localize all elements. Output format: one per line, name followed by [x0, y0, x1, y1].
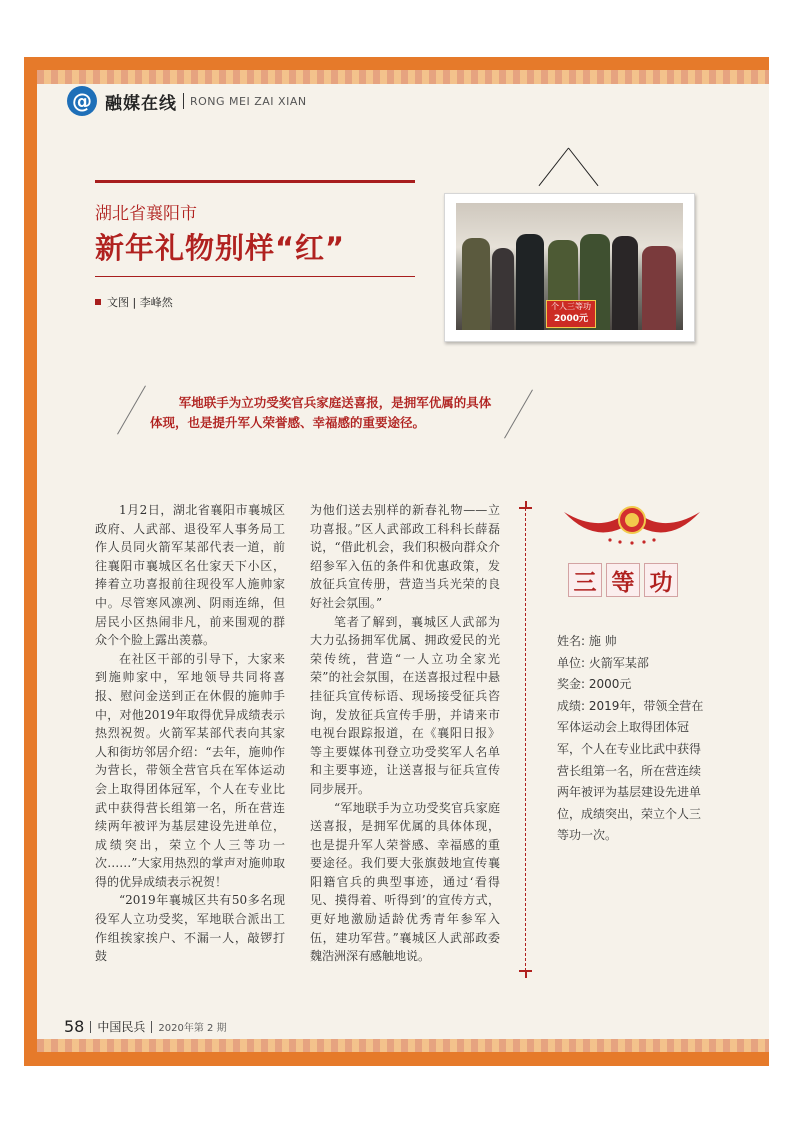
news-photo [456, 203, 683, 330]
top-pattern [37, 70, 769, 84]
article-location: 湖北省襄阳市 [95, 204, 197, 224]
issue-label: 2020年第 2 期 [158, 1023, 227, 1034]
info-unit: 单位: 火箭军某部 [557, 655, 649, 670]
award-title [568, 563, 678, 597]
page-footer [64, 1017, 227, 1036]
body-column-1 [95, 501, 285, 966]
byline [95, 294, 173, 310]
placard-line1: 个人三等功 [551, 302, 591, 311]
paragraph: 为他们送去别样的新春礼物——立功喜报。”区人武部政工科科长薛磊说，“借此机会，我们积极向群众介绍参军入伍的条件和优惠政策，发放征兵宣传册，营造当兵光荣的良好社会氛围。” [310, 503, 500, 610]
ribbon-medal-icon [562, 506, 702, 546]
footer-divider [90, 1021, 91, 1033]
sidebar-divider [525, 508, 526, 976]
award-placard [546, 300, 596, 328]
at-icon: @ [67, 86, 97, 116]
paragraph: 1月2日，湖北省襄阳市襄城区政府、人武部、退役军人事务局工作人员同火箭军某部代表一道，前往襄阳市襄城区名仕家天下小区，捧着立功喜报前往现役军人施帅家中。尽管寒风凛冽、阴雨连绵，但居民小区热闹非凡，前来围观的群众个个脸上露出羡慕。 [95, 503, 285, 648]
divider-cap-bottom [525, 972, 527, 978]
article-headline: 新年礼物别样“红” [95, 231, 346, 265]
header-divider [183, 93, 184, 109]
person-figure [462, 238, 490, 330]
person-figure [642, 246, 676, 330]
paragraph: 在社区干部的引导下，大家来到施帅家中，军地领导共同将喜报、慰问金送到正在休假的施帅手中，对他2019年取得优异成绩表示热烈祝贺。火箭军某部代表向其家人和街坊邻居介绍：“去年，施帅作为营长，带领全营官兵在军体运动会上取得团体冠军，个人在专业比武中获得营长组第一名，所在营连续两年被评为基层建设先进单位，成绩突出，荣立个人三等功一次……”大家用热烈的掌声对施帅取得的优异成绩表示祝贺！ [95, 651, 285, 889]
person-figure [492, 248, 514, 330]
award-char: 功 [644, 563, 678, 597]
person-figure [612, 236, 638, 330]
paragraph: “2019年襄城区共有50多名现役军人立功受奖，军地联合派出工作组挨家挨户、不漏一人，敲锣打鼓 [95, 893, 285, 964]
info-achievement: 成绩: 2019年，带领全营在军体运动会上取得团体冠军，个人在专业比武中获得营长组第一名，所在营连续两年被评为基层建设先进单位，成绩突出，荣立个人三等功一次。 [557, 698, 704, 843]
person-figure [516, 234, 544, 330]
section-title: 融媒在线 [105, 93, 177, 114]
byline-marker [95, 299, 101, 305]
byline-text: 文图 | 李峰然 [107, 296, 173, 309]
page-number: 58 [64, 1017, 85, 1036]
info-name: 姓名: 施 帅 [557, 634, 617, 648]
top-frame-band [24, 57, 769, 70]
award-char: 三 [568, 563, 602, 597]
paragraph: 笔者了解到，襄城区人武部为大力弘扬拥军优属、拥政爱民的光荣传统，营造“一人立功全家光荣”的社会氛围，在送喜报过程中悬挂征兵宣传标语、现场接受征兵咨询，发放征兵宣传手册，并请来市电视台跟踪报道，在《襄阳日报》等主要媒体刊登立功受奖军人名单和主要事迹，让送喜报与征兵宣传同步展开。 [310, 614, 500, 796]
magazine-name: 中国民兵 [97, 1020, 146, 1034]
info-bonus: 奖金: 2000元 [557, 677, 632, 692]
award-char: 等 [606, 563, 640, 597]
left-frame-band [24, 57, 37, 1066]
placard-line2: 2000元 [553, 314, 589, 324]
title-rule-bottom [95, 276, 415, 277]
bottom-pattern [37, 1039, 769, 1052]
bottom-frame-band [24, 1052, 769, 1066]
award-info [557, 631, 704, 847]
pull-quote: 军地联手为立功受奖官兵家庭送喜报，是拥军优属的具体体现，也是提升军人荣誉感、幸福感的重要途径。 [150, 395, 492, 430]
footer-divider [151, 1021, 152, 1033]
body-column-2 [310, 501, 500, 966]
section-pinyin: RONG MEI ZAI XIAN [190, 94, 307, 108]
paragraph: “军地联手为立功受奖官兵家庭送喜报，是拥军优属的具体体现，也是提升军人荣誉感、幸福感的重要途径。我们要大张旗鼓地宣传襄阳籍官兵的典型事迹，通过‘看得见、摸得着、听得到’的宣传方式，更好地激励适龄优秀青年参军入伍，建功军营。”襄城区人武部政委魏浩洲深有感触地说。 [310, 800, 500, 964]
photo-frame [444, 193, 695, 342]
title-rule-top [95, 180, 415, 183]
section-header [67, 86, 307, 116]
